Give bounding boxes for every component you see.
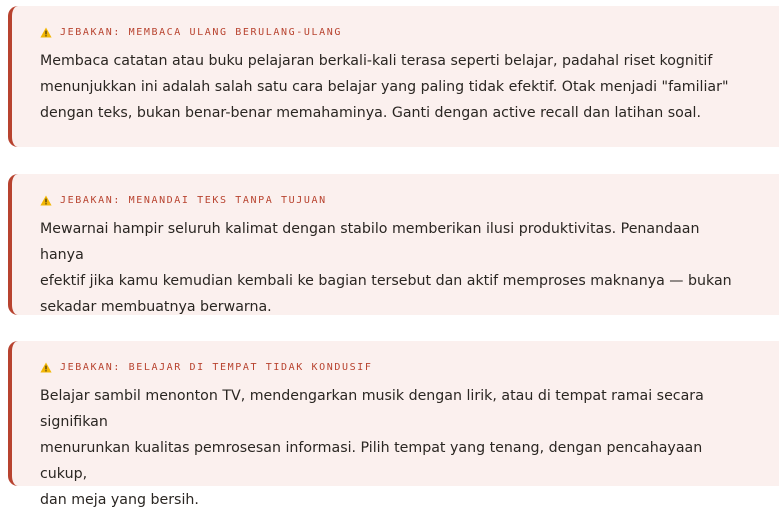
description-line: efektif jika kamu kemudian kembali ke bagian tersebut dan aktif memproses maknanya — bukan [40,273,732,289]
description-line: menunjukkan ini adalah salah satu cara belajar yang paling tidak efektif. Otak menjadi "familiar" [40,79,729,95]
description-line: Membaca catatan atau buku pelajaran berkali-kali terasa seperti belajar, padahal riset kognitif [40,53,713,69]
pitfall-card [8,6,779,147]
pitfall-description [40,216,740,320]
pitfall-title: JEBAKAN: MENANDAI TEKS TANPA TUJUAN [60,195,327,206]
pitfall-title: JEBAKAN: MEMBACA ULANG BERULANG-ULANG [60,27,342,38]
pitfall-card [8,174,779,315]
description-line: Mewarnai hampir seluruh kalimat dengan stabilo memberikan ilusi produktivitas. Penandaan hanya [40,221,700,263]
warning-icon [40,27,52,38]
description-line: dengan teks, bukan benar-benar memahaminya. Ganti dengan active recall dan latihan soal. [40,105,701,121]
pitfall-description [40,48,740,126]
description-line: Belajar sambil menonton TV, mendengarkan musik dengan lirik, atau di tempat ramai secara signifikan [40,388,704,430]
warning-icon [40,362,52,373]
pitfall-label [40,362,372,373]
warning-icon [40,195,52,206]
description-line: dan meja yang bersih. [40,492,199,508]
pitfall-title: JEBAKAN: BELAJAR DI TEMPAT TIDAK KONDUSIF [60,362,373,373]
pitfall-card [8,341,779,508]
pitfall-label [40,195,327,206]
pitfall-label [40,27,342,38]
description-line: sekadar membuatnya berwarna. [40,299,272,315]
description-line: menurunkan kualitas pemrosesan informasi. Pilih tempat yang tenang, dengan pencahayaan cukup, [40,440,703,482]
pitfall-description [40,383,740,513]
